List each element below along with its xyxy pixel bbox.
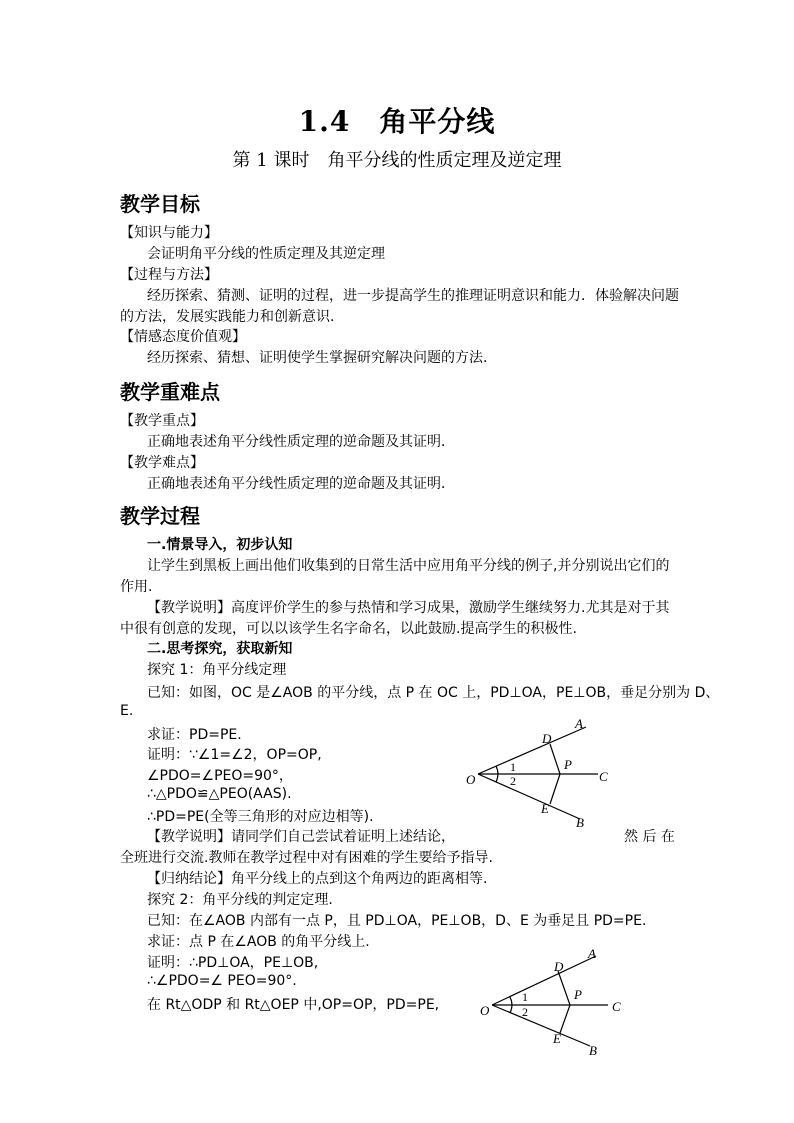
- tag-knowledge: 【知识与能力】: [120, 225, 218, 241]
- explore2-title: 探究 2：角平分线的判定定理.: [147, 892, 333, 908]
- stage1-title: 一.情景导入，初步认知: [147, 537, 293, 553]
- lesson-subtitle: 第 1 课时 角平分线的性质定理及逆定理: [232, 150, 562, 171]
- label-B: B: [589, 1043, 597, 1058]
- stage1-note-line2: 中很有创意的发现，可以以该学生名字命名，以此鼓励.提高学生的积极性.: [120, 621, 577, 637]
- angle-arc-2: [496, 774, 498, 782]
- segment-PD: [558, 971, 570, 1005]
- section-heading-goals: 教学目标: [120, 192, 200, 216]
- angle-arc-1: [496, 766, 498, 774]
- label-E: E: [553, 1031, 561, 1046]
- stage1-text-line2: 作用.: [120, 579, 153, 595]
- emotion-text: 经历探索、猜想、证明使学生掌握研究解决问题的方法．: [147, 350, 497, 366]
- tag-hard: 【教学难点】: [120, 455, 204, 471]
- label-P: P: [564, 757, 572, 772]
- label-A: A: [588, 946, 596, 961]
- angle-arc-2: [510, 1005, 512, 1013]
- explore2-proof-line3: 在 Rt△ODP 和 Rt△OEP 中,OP=OP，PD=PE,: [147, 997, 440, 1013]
- document-title: 1.4 角平分线: [298, 105, 496, 138]
- explore1-note-line2: 全班进行交流.教师在教学过程中对有困难的学生要给予指导.: [120, 850, 493, 866]
- label-D: D: [554, 959, 564, 974]
- stage2-title: 二.思考探究，获取新知: [147, 641, 293, 657]
- explore2-proof-line1: 证明：∴PD⊥OA，PE⊥OB,: [147, 955, 319, 971]
- angle-arc-1: [510, 997, 512, 1005]
- segment-PE: [560, 1005, 570, 1033]
- key-text: 正确地表述角平分线性质定理的逆命题及其证明．: [147, 434, 455, 450]
- label-C: C: [599, 769, 608, 784]
- segment-PD: [550, 744, 560, 774]
- label-angle-2: 2: [510, 774, 516, 788]
- label-B: B: [576, 815, 584, 830]
- label-angle-1: 1: [510, 760, 516, 774]
- process-text-line2: 的方法，发展实践能力和创新意识．: [120, 309, 344, 325]
- explore1-note-line1-end: 然 后 在: [624, 829, 675, 845]
- section-heading-process: 教学过程: [120, 504, 200, 528]
- label-angle-2: 2: [522, 1005, 528, 1019]
- explore1-proof-line2: ∠PDO=∠PEO=90°，: [147, 768, 293, 784]
- stage1-text-line1: 让学生到黑板上画出他们收集到的日常生活中应用角平分线的例子,并分别说出它们的: [147, 558, 670, 574]
- section-heading-keypoints: 教学重难点: [120, 380, 220, 404]
- explore2-given: 已知：在∠AOB 内部有一点 P，且 PD⊥OA，PE⊥OB，D、E 为垂足且 PD=PE.: [147, 913, 647, 929]
- explore1-given-line2: E.: [120, 703, 134, 719]
- label-O: O: [466, 772, 476, 787]
- label-E: E: [541, 801, 549, 816]
- explore1-title: 探究 1：角平分线定理: [147, 662, 287, 678]
- ray-OB: [478, 774, 580, 819]
- explore1-proof-line1: 证明：∵∠1=∠2，OP=OP,: [147, 747, 322, 763]
- explore2-prove: 求证：点 P 在∠AOB 的角平分线上.: [147, 934, 370, 950]
- hard-text: 正确地表述角平分线性质定理的逆命题及其证明．: [147, 476, 455, 492]
- explore1-given-line1: 已知：如图，OC 是∠AOB 的平分线，点 P 在 OC 上，PD⊥OA，PE⊥OB，垂足分别为 D、: [147, 685, 720, 701]
- label-angle-1: 1: [522, 990, 528, 1004]
- label-P: P: [574, 987, 582, 1002]
- stage1-note-line1: 【教学说明】高度评价学生的参与热情和学习成果，激励学生继续努力.尤其是对于其: [147, 600, 670, 616]
- explore1-note-line1: 【教学说明】请同学们自己尝试着证明上述结论，: [147, 829, 455, 845]
- label-C: C: [612, 999, 621, 1014]
- tag-emotion: 【情感态度价值观】: [120, 329, 246, 345]
- label-A: A: [575, 716, 583, 731]
- explore1-conclusion: 【归纳结论】角平分线上的点到这个角两边的距离相等.: [147, 871, 488, 887]
- tag-process: 【过程与方法】: [120, 267, 218, 283]
- explore1-prove: 求证：PD=PE.: [147, 727, 242, 743]
- tag-key: 【教学重点】: [120, 413, 204, 429]
- angle-bisector-figure-1: [460, 715, 620, 835]
- knowledge-text: 会证明角平分线的性质定理及其逆定理: [147, 246, 385, 262]
- label-D: D: [542, 731, 552, 746]
- explore1-proof-line4: ∴PD=PE(全等三角形的对应边相等).: [147, 809, 374, 825]
- explore2-proof-line2: ∴∠PDO=∠ PEO=90°.: [147, 973, 297, 989]
- segment-PE: [550, 774, 560, 804]
- ray-OB: [492, 1005, 590, 1046]
- label-O: O: [480, 1003, 490, 1018]
- process-text-line1: 经历探索、猜测、证明的过程，进一步提高学生的推理证明意识和能力．体验解决问题: [147, 288, 679, 304]
- explore1-proof-line3: ∴△PDO≌△PEO(AAS).: [147, 786, 292, 802]
- angle-bisector-figure-2: [474, 945, 634, 1065]
